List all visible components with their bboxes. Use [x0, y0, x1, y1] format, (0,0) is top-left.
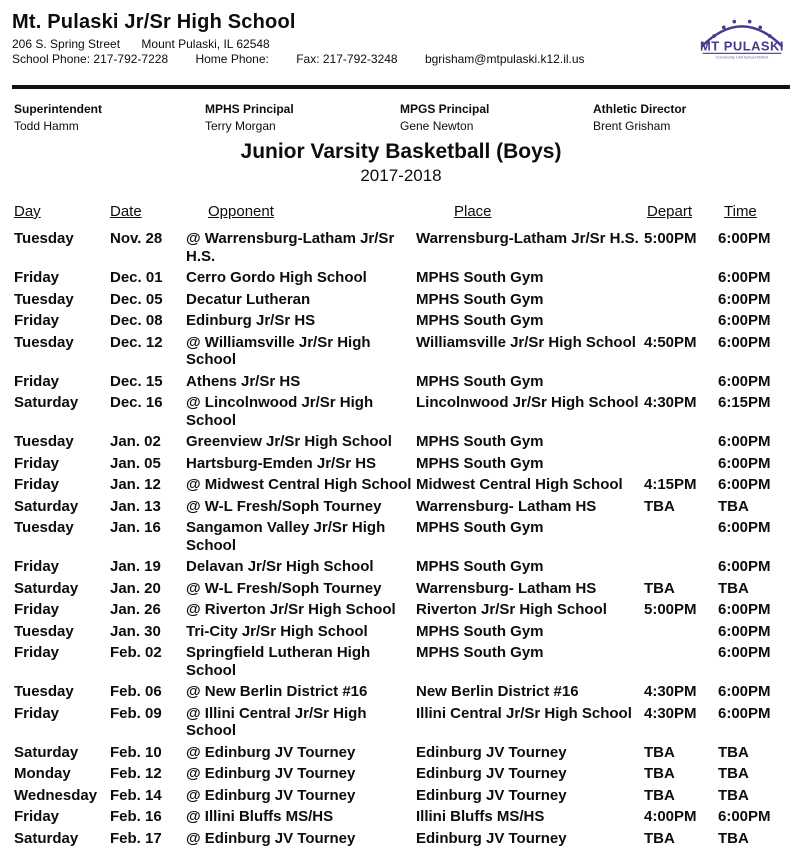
- cell-day: Friday: [14, 558, 60, 575]
- cell-depart: 5:00PM: [644, 230, 697, 247]
- cell-opponent: Hartsburg-Emden Jr/Sr HS: [186, 454, 377, 472]
- home-phone: Home Phone:: [195, 52, 269, 66]
- schedule-row: [14, 644, 792, 683]
- cell-date: Feb. 14: [110, 786, 162, 804]
- schedule-row: [14, 455, 792, 477]
- cell-date: Jan. 02: [110, 433, 161, 450]
- cell-opponent: @ New Berlin District #16: [186, 683, 368, 700]
- cell-day: Tuesday: [14, 433, 74, 450]
- schedule-row: [14, 808, 792, 830]
- column-header-depart: [644, 203, 718, 230]
- schedule-row: [14, 623, 792, 645]
- cell-time: TBA: [718, 786, 749, 804]
- cell-place: Illini Central Jr/Sr High School: [416, 704, 632, 722]
- schedule-row: [14, 433, 792, 455]
- cell-place: Warrensburg- Latham HS: [416, 497, 597, 515]
- cell-time: 6:00PM: [718, 683, 771, 700]
- cell-place: Edinburg JV Tourney: [416, 765, 567, 782]
- staff-label: MPGS Principal: [400, 102, 490, 116]
- cell-opponent: @ W-L Fresh/Soph Tourney: [186, 579, 382, 597]
- cell-place: Warrensburg- Latham HS: [416, 579, 597, 597]
- cell-opponent: @ W-L Fresh/Soph Tourney: [186, 497, 382, 515]
- cell-time: 6:00PM: [718, 601, 771, 618]
- cell-place: MPHS South Gym: [416, 269, 544, 286]
- cell-depart: 4:50PM: [644, 333, 697, 351]
- cell-time: TBA: [718, 497, 749, 515]
- cell-date: Jan. 30: [110, 622, 161, 640]
- cell-date: Feb. 10: [110, 743, 162, 761]
- letterhead: [12, 10, 790, 67]
- address-city: Mount Pulaski, IL 62548: [141, 37, 270, 51]
- cell-day: Friday: [14, 704, 60, 722]
- cell-time: 6:00PM: [718, 312, 771, 329]
- column-header-label: Place: [454, 203, 492, 220]
- column-header-label: Day: [14, 203, 41, 220]
- cell-depart: [644, 291, 718, 313]
- schedule-row: [14, 312, 792, 334]
- schedule-row: [14, 476, 792, 498]
- cell-day: Saturday: [14, 829, 79, 847]
- cell-day: Friday: [14, 644, 60, 661]
- cell-depart: [644, 558, 718, 580]
- cell-place: MPHS South Gym: [416, 519, 544, 536]
- schedule-row: [14, 705, 792, 744]
- cell-time: 6:00PM: [718, 622, 771, 640]
- cell-time: 6:00PM: [718, 476, 771, 493]
- schedule-rows: [14, 230, 792, 851]
- cell-date: Jan. 05: [110, 454, 161, 472]
- cell-place: MPHS South Gym: [416, 290, 544, 308]
- staff-name: Brent Grisham: [593, 119, 671, 133]
- cell-place: Williamsville Jr/Sr High School: [416, 333, 636, 351]
- cell-time: 6:00PM: [718, 558, 771, 575]
- cell-place: Edinburg JV Tourney: [416, 786, 567, 804]
- cell-depart: 4:30PM: [644, 683, 697, 700]
- cell-place: Warrensburg-Latham Jr/Sr H.S.: [416, 230, 639, 247]
- cell-day: Friday: [14, 454, 60, 472]
- cell-date: Dec. 16: [110, 394, 163, 411]
- column-header-label: Date: [110, 203, 142, 220]
- cell-depart: [644, 312, 718, 334]
- contact-line: [12, 52, 790, 67]
- cell-date: Dec. 05: [110, 290, 163, 308]
- cell-depart: 4:30PM: [644, 704, 697, 722]
- cell-opponent: Edinburg Jr/Sr HS: [186, 312, 316, 329]
- column-header-time: [718, 203, 792, 230]
- fax-number: Fax: 217-792-3248: [296, 52, 398, 66]
- cell-place: MPHS South Gym: [416, 644, 544, 661]
- column-header-opponent: [186, 203, 416, 230]
- cell-depart: [644, 373, 718, 395]
- cell-place: MPHS South Gym: [416, 372, 544, 390]
- column-header-day: [14, 203, 110, 230]
- cell-opponent: Cerro Gordo High School: [186, 269, 367, 286]
- cell-opponent: @ Edinburg JV Tourney: [186, 786, 356, 804]
- column-header-date: [110, 203, 186, 230]
- schedule-row: [14, 373, 792, 395]
- cell-depart: TBA: [644, 579, 675, 597]
- cell-date: Dec. 08: [110, 312, 163, 329]
- cell-time: 6:00PM: [718, 333, 771, 351]
- school-logo: [694, 8, 790, 64]
- cell-depart: 4:00PM: [644, 808, 697, 825]
- cell-day: Saturday: [14, 394, 79, 411]
- cell-date: Dec. 12: [110, 333, 163, 351]
- cell-opponent: @ Illini Bluffs MS/HS: [186, 808, 334, 825]
- cell-depart: [644, 433, 718, 455]
- cell-time: 6:15PM: [718, 394, 771, 411]
- schedule-row: [14, 394, 792, 433]
- cell-date: Feb. 02: [110, 644, 162, 661]
- schedule-row: [14, 558, 792, 580]
- cell-depart: [644, 519, 718, 558]
- staff-label: MPHS Principal: [205, 102, 294, 116]
- cell-opponent: Greenview Jr/Sr High School: [186, 433, 392, 450]
- cell-day: Tuesday: [14, 519, 74, 536]
- schedule-row: [14, 498, 792, 520]
- school-name: Mt. Pulaski Jr/Sr High School: [12, 11, 296, 33]
- schedule-header-row: [14, 203, 792, 230]
- cell-time: TBA: [718, 743, 749, 761]
- cell-day: Monday: [14, 765, 71, 782]
- schedule-row: [14, 601, 792, 623]
- cell-date: Feb. 06: [110, 683, 162, 700]
- logo-tagline: Community Unit School District: [715, 55, 769, 60]
- cell-date: Feb. 09: [110, 704, 162, 722]
- school-phone: School Phone: 217-792-7228: [12, 52, 169, 66]
- column-header-label: Time: [724, 203, 757, 220]
- cell-time: 6:00PM: [718, 644, 771, 661]
- cell-place: Midwest Central High School: [416, 476, 623, 493]
- cell-depart: TBA: [644, 743, 675, 761]
- cell-time: 6:00PM: [718, 372, 771, 390]
- cell-place: New Berlin District #16: [416, 683, 579, 700]
- cell-place: Edinburg JV Tourney: [416, 743, 567, 761]
- staff-mphs-principal: [205, 102, 400, 133]
- cell-time: 6:00PM: [718, 704, 771, 722]
- cell-opponent: Athens Jr/Sr HS: [186, 372, 301, 390]
- cell-depart: [644, 455, 718, 477]
- email-address: bgrisham@mtpulaski.k12.il.us: [424, 52, 585, 66]
- cell-time: 6:00PM: [718, 230, 771, 247]
- cell-opponent: Tri-City Jr/Sr High School: [186, 622, 368, 640]
- cell-place: Edinburg JV Tourney: [416, 829, 567, 847]
- cell-place: MPHS South Gym: [416, 454, 544, 472]
- staff-athletic-director: [593, 102, 686, 133]
- cell-opponent: @ Edinburg JV Tourney: [186, 829, 356, 847]
- cell-date: Feb. 12: [110, 765, 162, 782]
- cell-place: MPHS South Gym: [416, 433, 544, 450]
- cell-depart: TBA: [644, 497, 675, 515]
- header-divider: [12, 85, 790, 89]
- cell-day: Saturday: [14, 579, 79, 597]
- staff-name: Gene Newton: [400, 119, 474, 133]
- cell-date: Jan. 19: [110, 558, 161, 575]
- cell-opponent: @ Lincolnwood Jr/Sr High School: [186, 394, 374, 429]
- cell-day: Tuesday: [14, 683, 74, 700]
- staff-name: Terry Morgan: [205, 119, 276, 133]
- cell-opponent: @ Williamsville Jr/Sr High School: [186, 333, 371, 368]
- cell-day: Saturday: [14, 497, 79, 515]
- column-header-label: Opponent: [208, 203, 274, 220]
- cell-depart: TBA: [644, 829, 675, 847]
- cell-opponent: @ Edinburg JV Tourney: [186, 743, 356, 761]
- cell-day: Tuesday: [14, 290, 74, 308]
- schedule-row: [14, 291, 792, 313]
- cell-time: 6:00PM: [718, 519, 771, 536]
- cell-date: Feb. 17: [110, 829, 162, 847]
- schedule-row: [14, 269, 792, 291]
- cell-time: 6:00PM: [718, 454, 771, 472]
- cell-opponent: @ Riverton Jr/Sr High School: [186, 601, 396, 618]
- cell-time: TBA: [718, 579, 749, 597]
- cell-place: Lincolnwood Jr/Sr High School: [416, 394, 639, 411]
- cell-day: Saturday: [14, 743, 79, 761]
- cell-time: 6:00PM: [718, 290, 771, 308]
- cell-day: Tuesday: [14, 230, 74, 247]
- address-line: [12, 37, 790, 52]
- cell-place: MPHS South Gym: [416, 312, 544, 329]
- schedule-row: [14, 765, 792, 787]
- cell-place: Riverton Jr/Sr High School: [416, 601, 607, 618]
- schedule-row: [14, 580, 792, 602]
- cell-time: TBA: [718, 765, 749, 782]
- address-street: 206 S. Spring Street: [12, 37, 121, 51]
- schedule-row: [14, 519, 792, 558]
- cell-time: 6:00PM: [718, 269, 771, 286]
- cell-opponent: @ Warrensburg-Latham Jr/Sr H.S.: [186, 230, 395, 265]
- cell-time: 6:00PM: [718, 808, 771, 825]
- staff-label: Superintendent: [14, 102, 103, 116]
- cell-date: Jan. 13: [110, 497, 161, 515]
- cell-place: MPHS South Gym: [416, 558, 544, 575]
- cell-opponent: @ Edinburg JV Tourney: [186, 765, 356, 782]
- cell-date: Nov. 28: [110, 230, 163, 247]
- cell-depart: [644, 269, 718, 291]
- staff-row: [12, 102, 790, 133]
- cell-place: Illini Bluffs MS/HS: [416, 808, 545, 825]
- cell-day: Friday: [14, 372, 60, 390]
- cell-date: Jan. 12: [110, 476, 161, 493]
- staff-mpgs-principal: [400, 102, 593, 133]
- cell-date: Jan. 16: [110, 519, 161, 536]
- cell-time: 6:00PM: [718, 433, 771, 450]
- cell-opponent: @ Illini Central Jr/Sr High School: [186, 704, 367, 739]
- cell-day: Friday: [14, 601, 60, 618]
- cell-day: Wednesday: [14, 786, 98, 804]
- cell-day: Tuesday: [14, 622, 74, 640]
- cell-depart: 4:30PM: [644, 394, 697, 411]
- schedule-row: [14, 744, 792, 766]
- cell-date: Dec. 15: [110, 372, 163, 390]
- schedule-row: [14, 787, 792, 809]
- cell-depart: TBA: [644, 786, 675, 804]
- schedule-row: [14, 683, 792, 705]
- cell-opponent: Delavan Jr/Sr High School: [186, 558, 374, 575]
- season-subtitle: 2017-2018: [360, 166, 442, 185]
- staff-superintendent: [14, 102, 205, 133]
- cell-date: Dec. 01: [110, 269, 163, 286]
- page-title: Junior Varsity Basketball (Boys): [240, 140, 562, 163]
- cell-opponent: Springfield Lutheran High School: [186, 644, 371, 679]
- cell-opponent: Sangamon Valley Jr/Sr High School: [186, 519, 386, 554]
- cell-depart: [644, 623, 718, 645]
- cell-depart: 4:15PM: [644, 476, 697, 493]
- cell-depart: TBA: [644, 765, 675, 782]
- logo-text: MT PULASKI: [700, 38, 784, 54]
- column-header-label: Depart: [647, 203, 693, 220]
- cell-opponent: Decatur Lutheran: [186, 290, 311, 308]
- cell-date: Jan. 26: [110, 601, 161, 618]
- cell-opponent: @ Midwest Central High School: [186, 476, 412, 493]
- cell-day: Friday: [14, 269, 60, 286]
- cell-day: Friday: [14, 476, 60, 493]
- staff-name: Todd Hamm: [14, 119, 79, 133]
- cell-depart: [644, 644, 718, 683]
- cell-day: Friday: [14, 808, 60, 825]
- cell-date: Jan. 20: [110, 579, 161, 597]
- schedule-table: [14, 203, 792, 851]
- cell-date: Feb. 16: [110, 808, 162, 825]
- cell-time: TBA: [718, 829, 749, 847]
- staff-label: Athletic Director: [593, 102, 687, 116]
- schedule-row: [14, 830, 792, 852]
- column-header-place: [416, 203, 644, 230]
- cell-day: Tuesday: [14, 333, 74, 351]
- cell-depart: 5:00PM: [644, 601, 697, 618]
- logo-star-dots-icon: [712, 20, 771, 38]
- schedule-row: [14, 230, 792, 269]
- schedule-row: [14, 334, 792, 373]
- cell-day: Friday: [14, 312, 60, 329]
- cell-place: MPHS South Gym: [416, 622, 544, 640]
